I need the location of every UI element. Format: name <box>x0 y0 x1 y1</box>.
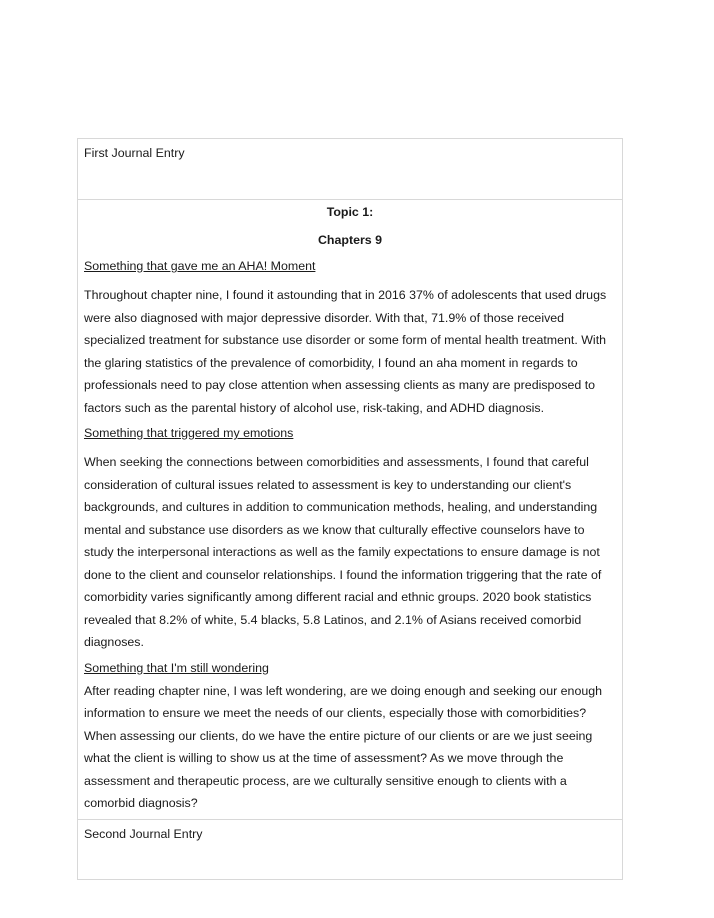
aha-moment-heading: Something that gave me an AHA! Moment <box>84 259 316 273</box>
wondering-heading: Something that I'm still wondering <box>84 660 269 675</box>
second-journal-entry-cell <box>78 819 622 879</box>
emotions-body: When seeking the connections between comorbidities and assessments, I found that careful consideration of cultural issues related to assessment is key to understanding our client's backgrounds, and cultures in addition to communication methods, healing, and understanding mental and substance use disorders as we know that culturally effective counselors have to study the interpersonal interactions as well as the family expectations to ensure damage is not done to the client and counselor relationships. I found the information triggering that the rate of comorbidity varies significantly among different racial and ethnic groups. 2020 book statistics revealed that 8.2% of white, 5.4 blacks, 5.8 Latinos, and 2.1% of Asians received comorbid diagnoses. <box>84 455 602 649</box>
second-journal-entry-title: Second Journal Entry <box>84 826 203 841</box>
first-journal-entry-cell <box>78 139 622 199</box>
topic-title: Topic 1: <box>326 205 374 219</box>
emotions-heading: Something that triggered my emotions <box>84 426 294 440</box>
journal-table <box>77 138 623 880</box>
first-journal-entry-title: First Journal Entry <box>84 146 185 160</box>
aha-moment-body: Throughout chapter nine, I found it astounding that in 2016 37% of adolescents that used drugs were also diagnosed with major depressive disorder. With that, 71.9% of those received specialized treatment for substance use disorder or some form of mental health treatment. With the glaring statistics of the prevalence of comorbidity, I found an aha moment in regards to professionals need to pay close attention when assessing clients as many are predisposed to factors such as the parental history of alcohol use, risk-taking, and ADHD diagnosis. <box>84 288 607 415</box>
topic-content-cell <box>78 199 622 819</box>
wondering-body: After reading chapter nine, I was left wondering, are we doing enough and seeking our enough information to ensure we meet the needs of our clients, especially those with comorbidities? When assessing our clients, do we have the entire picture of our clients or are we just seeing what the client is willing to show us at the time of assessment? As we move through the assessment and therapeutic process, are we culturally sensitive enough to clients with a comorbid diagnosis? <box>84 683 603 810</box>
chapter-title: Chapters 9 <box>317 233 383 247</box>
